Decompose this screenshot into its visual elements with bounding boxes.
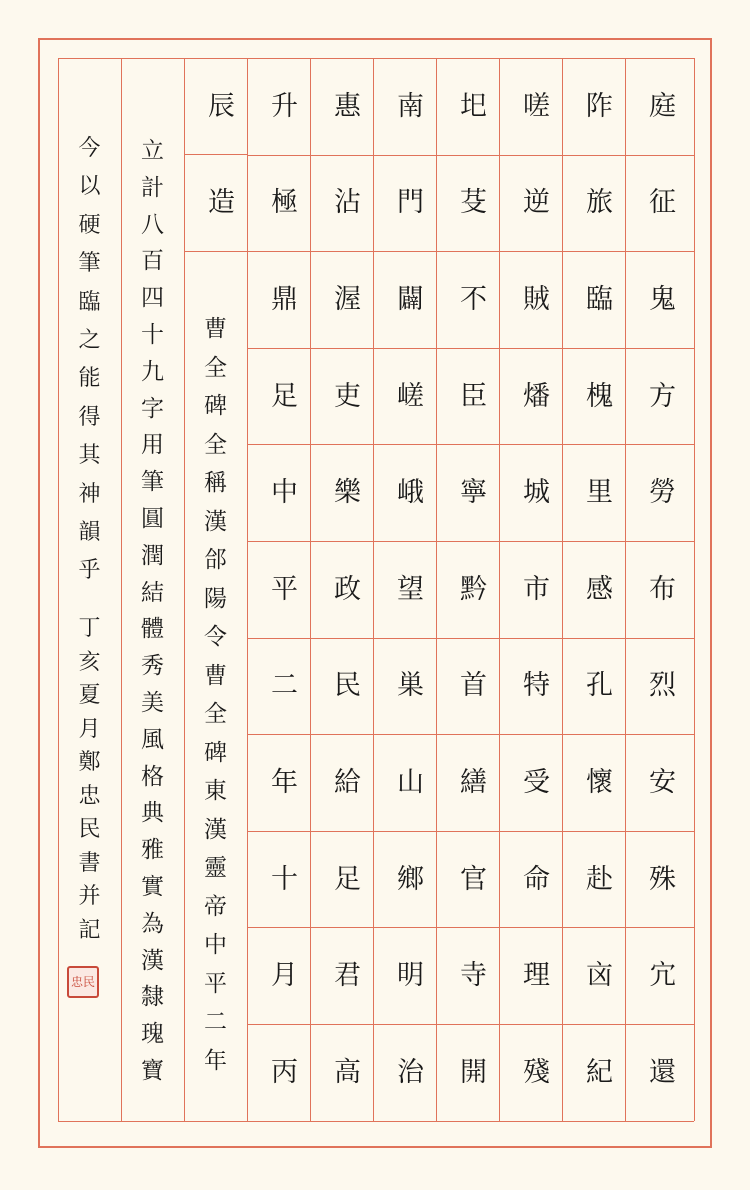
grid-character: 里 bbox=[586, 477, 613, 509]
grid-character: 君 bbox=[334, 960, 361, 992]
grid-character: 殘 bbox=[523, 1056, 550, 1088]
note-character: 八 bbox=[141, 211, 164, 238]
grid-character: 政 bbox=[334, 573, 361, 605]
grid-character: 命 bbox=[523, 863, 550, 895]
grid-character: 升 bbox=[271, 90, 298, 122]
row-rule bbox=[247, 831, 694, 832]
grid-character: 丙 bbox=[271, 1056, 298, 1088]
grid-character: 布 bbox=[649, 573, 676, 605]
note-character: 陽 bbox=[204, 585, 227, 612]
grid-character: 嵯 bbox=[397, 380, 424, 412]
note-character: 四 bbox=[141, 285, 164, 312]
note-character: 全 bbox=[204, 354, 227, 381]
grid-character: 殊 bbox=[649, 863, 676, 895]
row-rule bbox=[247, 927, 694, 928]
note-character: 隸 bbox=[141, 984, 164, 1011]
grid-character: 十 bbox=[271, 863, 298, 895]
grid-character: 南 bbox=[397, 90, 424, 122]
grid-character: 中 bbox=[271, 477, 298, 509]
note-character: 漢 bbox=[204, 508, 227, 535]
note-character: 鄭 bbox=[78, 750, 101, 775]
grid-character: 槐 bbox=[586, 380, 613, 412]
grid-character: 嗟 bbox=[523, 90, 550, 122]
grid-character: 城 bbox=[523, 477, 550, 509]
note-character: 實 bbox=[141, 874, 164, 900]
grid-character: 還 bbox=[649, 1056, 676, 1088]
grid-character: 月 bbox=[271, 960, 298, 992]
note-character: 圓 bbox=[141, 506, 164, 532]
column-rule bbox=[562, 58, 563, 1121]
grid-character: 門 bbox=[397, 187, 424, 219]
note-character: 全 bbox=[204, 431, 227, 458]
note-character: 以 bbox=[78, 174, 101, 200]
grid-character: 足 bbox=[271, 380, 298, 412]
row-rule bbox=[184, 154, 247, 155]
note-character: 能 bbox=[78, 366, 101, 392]
column-rule bbox=[247, 58, 248, 1121]
note-character: 計 bbox=[141, 174, 164, 201]
column-rule bbox=[184, 58, 185, 1121]
note-character: 臨 bbox=[78, 289, 101, 315]
grid-character: 沾 bbox=[334, 187, 361, 219]
grid-character: 勞 bbox=[649, 477, 676, 509]
grid-character: 旅 bbox=[586, 187, 613, 219]
grid-character: 治 bbox=[397, 1056, 424, 1088]
grid-character: 開 bbox=[460, 1056, 487, 1088]
grid-character: 巣 bbox=[397, 670, 424, 702]
note-character: 夏 bbox=[78, 683, 101, 708]
note-character: 用 bbox=[141, 432, 164, 459]
grid-character: 鼎 bbox=[271, 284, 298, 315]
column-rule bbox=[499, 58, 500, 1121]
note-character: 九 bbox=[141, 358, 164, 385]
note-character: 體 bbox=[141, 616, 164, 643]
inner-border-bottom bbox=[58, 1121, 694, 1122]
grid-character: 明 bbox=[397, 960, 424, 992]
red-seal: 忠民 bbox=[67, 966, 99, 998]
row-rule bbox=[247, 541, 694, 542]
note-character: 書 bbox=[78, 850, 101, 876]
grid-character: 官 bbox=[460, 863, 487, 895]
note-character: 碑 bbox=[204, 393, 227, 419]
grid-character: 渥 bbox=[334, 284, 361, 315]
grid-character: 圯 bbox=[460, 90, 487, 122]
grid-character: 山 bbox=[397, 767, 424, 798]
grid-character: 鄉 bbox=[397, 863, 424, 895]
note-character: 并 bbox=[78, 884, 101, 909]
grid-character: 烈 bbox=[649, 670, 676, 702]
note-character: 丁 bbox=[78, 616, 101, 641]
grid-character: 寧 bbox=[460, 477, 487, 509]
grid-character: 極 bbox=[271, 187, 298, 219]
note-character: 之 bbox=[78, 328, 101, 353]
grid-character: 安 bbox=[649, 767, 676, 798]
note-character: 東 bbox=[204, 778, 227, 804]
row-rule bbox=[247, 348, 694, 349]
row-rule bbox=[247, 638, 694, 639]
grid-character: 首 bbox=[460, 670, 487, 702]
row-rule bbox=[247, 155, 694, 156]
grid-character: 逆 bbox=[523, 187, 550, 219]
grid-character: 不 bbox=[460, 284, 487, 315]
note-character: 格 bbox=[141, 763, 164, 790]
note-character: 秀 bbox=[141, 653, 164, 680]
row-rule bbox=[247, 444, 694, 445]
note-character: 中 bbox=[204, 932, 227, 958]
grid-character: 紀 bbox=[586, 1056, 613, 1088]
grid-character: 征 bbox=[649, 187, 676, 219]
grid-character: 平 bbox=[271, 573, 298, 605]
note-character: 月 bbox=[78, 716, 101, 742]
note-character: 其 bbox=[78, 443, 101, 469]
note-character: 民 bbox=[78, 817, 101, 842]
grid-character: 臣 bbox=[460, 380, 487, 412]
grid-character: 吏 bbox=[334, 380, 361, 412]
note-character: 韻 bbox=[78, 520, 101, 545]
grid-character: 阼 bbox=[586, 90, 613, 122]
column-rule bbox=[436, 58, 437, 1121]
note-character: 美 bbox=[141, 690, 164, 716]
note-character: 忠 bbox=[78, 783, 101, 809]
grid-character: 孔 bbox=[586, 670, 613, 702]
note-character: 筆 bbox=[78, 251, 101, 277]
note-character: 筆 bbox=[141, 469, 164, 496]
grid-character: 臨 bbox=[586, 284, 613, 315]
grid-character: 造 bbox=[208, 187, 235, 219]
row-rule bbox=[184, 251, 247, 252]
column-rule bbox=[121, 58, 122, 1121]
grid-character: 寺 bbox=[460, 960, 487, 992]
note-character: 瑰 bbox=[141, 1021, 164, 1048]
grid-character: 峨 bbox=[397, 477, 424, 509]
note-character: 神 bbox=[78, 481, 101, 507]
note-character: 字 bbox=[141, 395, 164, 422]
note-character: 得 bbox=[78, 404, 101, 430]
grid-character: 懷 bbox=[586, 767, 613, 798]
grid-character: 賊 bbox=[523, 284, 550, 315]
grid-character: 芟 bbox=[460, 187, 487, 219]
row-rule bbox=[247, 1024, 694, 1025]
note-character: 亥 bbox=[78, 649, 101, 675]
note-character: 潤 bbox=[141, 542, 164, 569]
grid-character: 受 bbox=[523, 767, 550, 798]
note-character: 二 bbox=[204, 1009, 227, 1035]
grid-character: 給 bbox=[334, 767, 361, 798]
grid-character: 二 bbox=[271, 670, 298, 702]
note-character: 郃 bbox=[204, 547, 227, 573]
note-character: 漢 bbox=[204, 816, 227, 843]
grid-character: 赴 bbox=[586, 863, 613, 895]
note-character: 風 bbox=[141, 726, 164, 753]
grid-character: 足 bbox=[334, 863, 361, 895]
grid-character: 望 bbox=[397, 573, 424, 605]
note-character: 帝 bbox=[204, 893, 227, 920]
grid-character: 年 bbox=[271, 767, 298, 798]
grid-character: 燔 bbox=[523, 380, 550, 412]
grid-character: 方 bbox=[649, 380, 676, 412]
note-character: 曹 bbox=[204, 316, 227, 342]
grid-character: 市 bbox=[523, 573, 550, 605]
grid-character: 特 bbox=[523, 670, 550, 702]
note-character: 漢 bbox=[141, 947, 164, 974]
grid-character: 感 bbox=[586, 573, 613, 605]
note-character: 寶 bbox=[141, 1058, 164, 1084]
note-character: 硬 bbox=[78, 212, 101, 238]
note-character: 記 bbox=[78, 917, 101, 943]
note-character: 雅 bbox=[141, 837, 164, 864]
column-rule bbox=[373, 58, 374, 1121]
note-character: 乎 bbox=[78, 558, 101, 584]
inner-border-top bbox=[58, 58, 694, 59]
grid-character: 宂 bbox=[649, 960, 676, 992]
note-character: 靈 bbox=[204, 855, 227, 881]
grid-character: 黔 bbox=[460, 573, 487, 605]
note-character: 稱 bbox=[204, 470, 227, 496]
grid-character: 闢 bbox=[397, 284, 424, 315]
note-character: 為 bbox=[141, 910, 164, 937]
row-rule bbox=[247, 251, 694, 252]
grid-character: 庭 bbox=[649, 90, 676, 122]
note-character: 今 bbox=[78, 136, 101, 161]
grid-character: 繕 bbox=[460, 767, 487, 798]
note-character: 年 bbox=[204, 1047, 227, 1074]
column-rule bbox=[625, 58, 626, 1121]
grid-character: 高 bbox=[334, 1056, 361, 1088]
note-character: 平 bbox=[204, 970, 227, 997]
grid-character: 惠 bbox=[334, 90, 361, 122]
note-character: 全 bbox=[204, 701, 227, 727]
grid-character: 㐫 bbox=[586, 960, 613, 992]
note-character: 十 bbox=[141, 322, 164, 348]
grid-character: 辰 bbox=[208, 90, 235, 122]
grid-character: 樂 bbox=[334, 477, 361, 509]
grid-character: 鬼 bbox=[649, 284, 676, 315]
column-rule bbox=[310, 58, 311, 1121]
inner-border-right bbox=[694, 58, 695, 1121]
row-rule bbox=[247, 734, 694, 735]
note-character: 立 bbox=[141, 138, 164, 164]
grid-character: 民 bbox=[334, 670, 361, 702]
note-character: 曹 bbox=[204, 662, 227, 689]
note-character: 令 bbox=[204, 624, 227, 650]
grid-character: 理 bbox=[523, 960, 550, 992]
note-character: 結 bbox=[141, 579, 164, 606]
note-character: 典 bbox=[141, 800, 164, 827]
note-character: 碑 bbox=[204, 739, 227, 766]
note-character: 百 bbox=[141, 248, 164, 275]
